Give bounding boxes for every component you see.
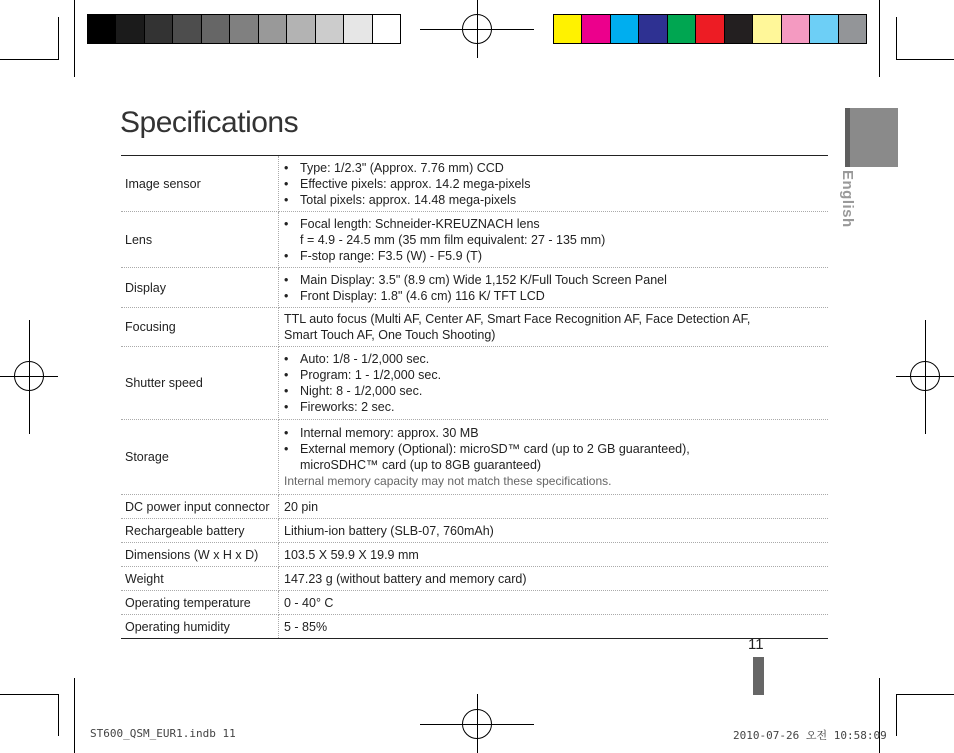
language-tab-edge — [845, 108, 850, 167]
gray-swatch — [287, 15, 315, 43]
spec-value — [279, 495, 829, 519]
spec-value-line: microSDHC™ card (up to 8GB guaranteed) — [300, 458, 542, 472]
spec-label: Rechargeable battery — [121, 519, 279, 543]
gray-swatch — [202, 15, 230, 43]
language-tab — [845, 108, 898, 167]
spec-value — [279, 615, 829, 639]
spec-row — [121, 212, 828, 268]
spec-label: Image sensor — [121, 156, 279, 212]
spec-value-line: • Fireworks: 2 sec. — [284, 399, 828, 415]
gray-swatch — [173, 15, 201, 43]
spec-value — [279, 543, 829, 567]
spec-value — [279, 420, 829, 495]
color-swatch — [725, 15, 753, 43]
color-swatch — [696, 15, 724, 43]
spec-value-line: • Program: 1 - 1/2,000 sec. — [284, 367, 828, 383]
spec-row — [121, 420, 828, 495]
page-title: Specifications — [120, 106, 299, 139]
spec-value-line: Lithium-ion battery (SLB-07, 760mAh) — [284, 523, 494, 538]
gray-swatch — [316, 15, 344, 43]
spec-label: Operating humidity — [121, 615, 279, 639]
spec-label: Lens — [121, 212, 279, 268]
grayscale-color-bar — [87, 14, 401, 44]
spec-value-line: 103.5 X 59.9 X 19.9 mm — [284, 547, 419, 562]
spec-value-line: • Internal memory: approx. 30 MB — [284, 425, 828, 441]
spec-value-line: • External memory (Optional): microSD™ card (up to 2 GB guaranteed), — [284, 441, 828, 457]
spec-value-line: • Focal length: Schneider-KREUZNACH lens — [284, 216, 828, 232]
spec-label: Storage — [121, 420, 279, 495]
spec-value — [279, 567, 829, 591]
spec-row — [121, 156, 828, 212]
spec-value — [279, 156, 829, 212]
spec-label: Shutter speed — [121, 347, 279, 420]
spec-value-line: • Front Display: 1.8" (4.6 cm) 116 K/ TFT LCD — [284, 288, 828, 304]
spec-row — [121, 543, 828, 567]
spec-value — [279, 347, 829, 420]
specifications-table — [121, 155, 828, 639]
spec-label: Display — [121, 268, 279, 308]
gray-swatch — [230, 15, 258, 43]
spec-row — [121, 567, 828, 591]
spec-row — [121, 591, 828, 615]
page-number-bar — [753, 657, 764, 695]
spec-label: Focusing — [121, 308, 279, 347]
color-swatch — [782, 15, 810, 43]
gray-swatch — [116, 15, 144, 43]
color-swatch — [668, 15, 696, 43]
gray-swatch — [259, 15, 287, 43]
spec-value-line: • Type: 1/2.3" (Approx. 7.76 mm) CCD — [284, 160, 828, 176]
spec-value-line: 0 - 40° C — [284, 595, 334, 610]
process-color-bar — [553, 14, 867, 44]
spec-value-line: • F-stop range: F3.5 (W) - F5.9 (T) — [284, 248, 828, 264]
spec-row — [121, 268, 828, 308]
color-swatch — [554, 15, 582, 43]
color-swatch — [582, 15, 610, 43]
spec-value — [279, 308, 829, 347]
footer-timestamp: 2010-07-26 오전 10:58:09 — [733, 729, 887, 742]
spec-row — [121, 347, 828, 420]
color-swatch — [810, 15, 838, 43]
footer-file-info: ST600_QSM_EUR1.indb 11 — [90, 727, 236, 740]
gray-swatch — [373, 15, 400, 43]
spec-label: Dimensions (W x H x D) — [121, 543, 279, 567]
spec-value-line: 5 - 85% — [284, 619, 328, 634]
spec-value — [279, 212, 829, 268]
spec-value-line: • Effective pixels: approx. 14.2 mega-pixels — [284, 176, 828, 192]
gray-swatch — [145, 15, 173, 43]
spec-row — [121, 308, 828, 347]
spec-label: DC power input connector — [121, 495, 279, 519]
spec-value-line: f = 4.9 - 24.5 mm (35 mm film equivalent: 27 - 135 mm) — [300, 232, 606, 247]
page-number: 11 — [748, 636, 764, 653]
color-swatch — [753, 15, 781, 43]
spec-value-line: • Auto: 1/8 - 1/2,000 sec. — [284, 351, 828, 367]
gray-swatch — [344, 15, 372, 43]
spec-value-line: TTL auto focus (Multi AF, Center AF, Smart Face Recognition AF, Face Detection AF, — [284, 312, 751, 326]
spec-value-line: • Total pixels: approx. 14.48 mega-pixels — [284, 192, 828, 208]
spec-value — [279, 519, 829, 543]
spec-value-line: 20 pin — [284, 499, 319, 514]
color-swatch — [839, 15, 866, 43]
spec-value-line: Smart Touch AF, One Touch Shooting) — [284, 328, 496, 342]
language-label: English — [839, 170, 856, 228]
spec-label: Weight — [121, 567, 279, 591]
spec-note: Internal memory capacity may not match these specifications. — [284, 474, 612, 488]
spec-label: Operating temperature — [121, 591, 279, 615]
spec-value — [279, 591, 829, 615]
color-swatch — [611, 15, 639, 43]
spec-row — [121, 495, 828, 519]
spec-value-line: 147.23 g (without battery and memory card) — [284, 571, 527, 586]
gray-swatch — [88, 15, 116, 43]
spec-row — [121, 615, 828, 639]
spec-value — [279, 268, 829, 308]
spec-value-line: • Night: 8 - 1/2,000 sec. — [284, 383, 828, 399]
color-swatch — [639, 15, 667, 43]
spec-value-line: • Main Display: 3.5" (8.9 cm) Wide 1,152 K/Full Touch Screen Panel — [284, 272, 828, 288]
spec-row — [121, 519, 828, 543]
